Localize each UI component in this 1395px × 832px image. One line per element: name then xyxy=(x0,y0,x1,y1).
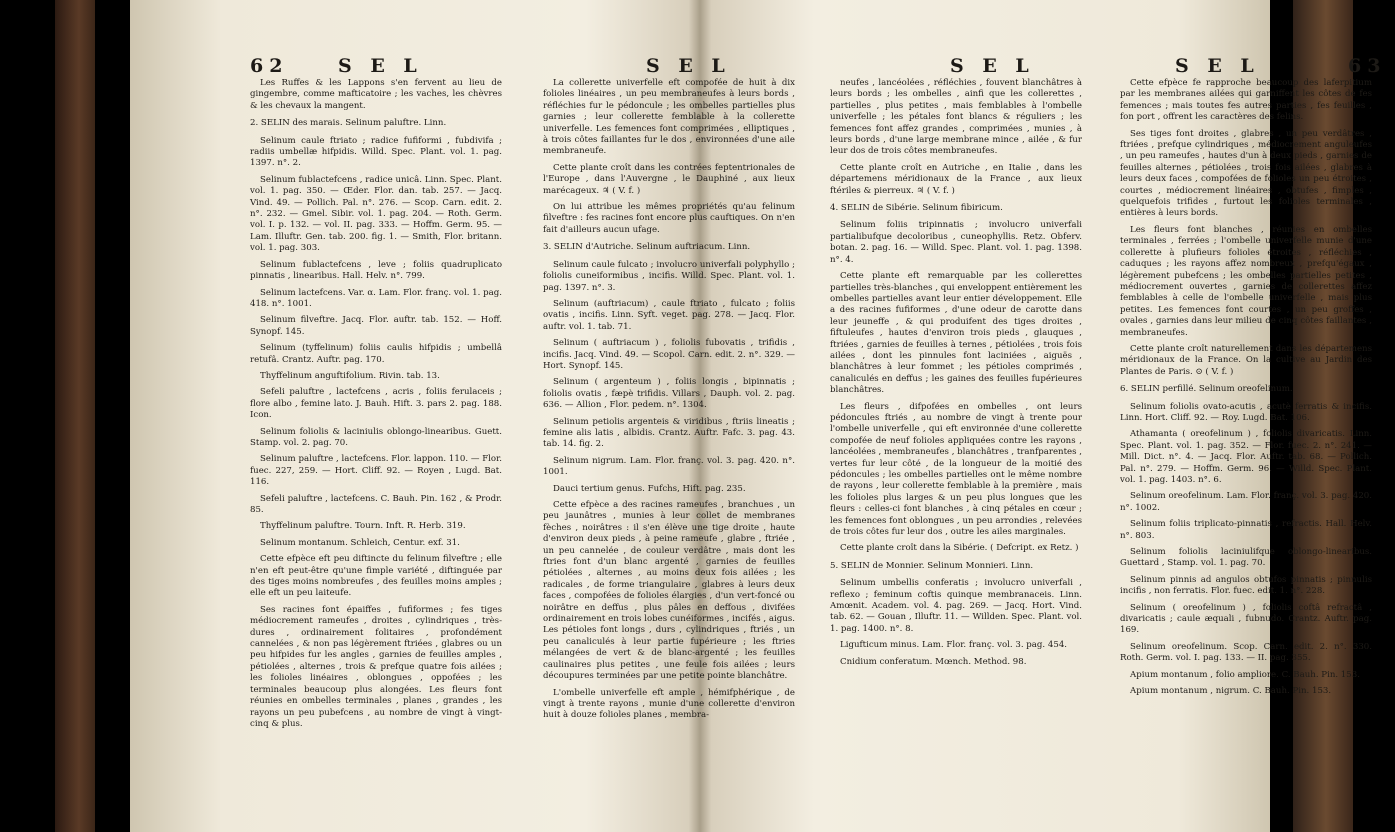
paragraph: Selinum (tyffelinum) foliis caulis hifpidis ; umbellâ retufâ. Crantz. Auftr. pag. 170. xyxy=(250,343,502,365)
paragraph: Les Ruffes & les Lappons s'en fervent au lieu de gingembre, comme mafticatoire ; les vaches, les chèvres & les chevaux la mangent. xyxy=(250,78,502,111)
paragraph: Selinum foliolis laciniulifque oblongo-linearibus. Guettard , Stamp. vol. 1. pag. 70. xyxy=(1120,547,1372,569)
paragraph: 2. SELIN des marais. Selinum paluftre. Linn. xyxy=(250,118,447,129)
paragraph: Cette plante croît en Autriche , en Italie , dans les départemens méridionaux de la France , aux lieux ftériles & pierreux. ♃ ( V. f. ) xyxy=(830,162,1082,196)
paragraph: Cette efpèce fe rapproche beaucoup des laferpitium par les membranes ailées qui garniffent les côtes de fes femences ; mais toutes fes autres parties , fes feuilles , fon port , offrent les caractères des felins. xyxy=(1120,78,1372,123)
paragraph: Selinum montanum. Schleich, Centur. exf. 31. xyxy=(260,537,460,548)
paragraph: Selinum ( oreofelinum ) , foliolis coftâ refractâ , divaricatis ; caule æquali , fubnudo. Crantz. Auftr. pag. 169. xyxy=(1120,602,1372,636)
paragraph: Selinum nigrum. Lam. Flor. franç. vol. 3. pag. 420. n°. 1001. xyxy=(543,455,795,478)
paragraph: Cette efpèce a des racines rameufes , branchues , un peu jaunâtres , munies à leur collet de membranes fèches , noirâtres : il s'en élève une tige droite , haute d'environ deux pieds , à peine rameufe , glabre , ftriée , un peu cannelée , de couleur verdâtre , mais dont les ftries font d'un blanc argenté , garnies de feuilles pétiolées , alternes , au moins deux fois ailées ; les radicales , de forme triangulaire , glabres à leurs deux faces , compofées de folioles élargies , d'un vert-foncé ou noirâtre en deffus , plus pâles en deffous , divifées ordinairement en trois lobes cunéiformes , incifés , aigus. Les pétioles font longs , durs , cylindriques , ftriés , un peu canaliculés à leur partie fupérieure ; les ftries mélangées de vert & de blanc-argenté ; les feuilles caulinaires plus petites , une feule fois ailées ; leurs découpures terminées par une petite pointe blanchâtre. xyxy=(543,500,795,682)
paragraph: Cnidium conferatum. Mœnch. Method. 98. xyxy=(840,656,1027,667)
paragraph: Selinum oreofelinum. Lam. Flor. franç. vol. 3. pag. 420. n°. 1002. xyxy=(1120,491,1372,513)
paragraph: Cette plante eft remarquable par les collerettes partielles très-blanches , qui enveloppent entièrement les ombelles partielles avant leur entier développement. Elle a des racines fufiformes , d'une odeur de carotte dans leur jeuneffe , & qui produifent des tiges droites , fiftuleufes , hautes d'environ trois pieds , glauques , ftriées , garnies de feuilles à ternes , pétiolées , trois fois ailées , dont les pinnules font laciniées , aiguës , blanchâtres à leur fommet ; les pétioles comprimés , canaliculés en deffus ; les gaines des feuilles fupérieures blanchâtres. xyxy=(830,271,1082,396)
paragraph: 6. SELIN perfillé. Selinum oreofelinum. xyxy=(1120,384,1293,395)
paragraph: 3. SELIN d'Autriche. Selinum auftriacum. Linn. xyxy=(543,242,751,253)
paragraph: Ligufticum minus. Lam. Flor. franç. vol. 3. pag. 454. xyxy=(840,640,1068,651)
paragraph: Thyffelinum anguftifolium. Rivin. tab. 13. xyxy=(260,370,440,381)
paragraph: Selinum paluftre , lactefcens. Flor. lappon. 110. — Flor. fuec. 227, 259. — Hort. Cliff. 92. — Royen , Lugd. Bat. 116. xyxy=(250,454,502,488)
paragraph: 4. SELIN de Sibérie. Selinum fibiricum. xyxy=(830,203,1003,214)
paragraph: Sefeli paluftre , lactefcens. C. Bauh. Pin. 162 , & Prodr. 85. xyxy=(250,493,502,515)
paragraph: Selinum umbellis conferatis ; involucro univerfali , reflexo ; feminum coftis quinque membranaceis. Linn. Amœnit. Academ. vol. 4. pag. 269. — Jacq. Hort. Vind. tab. 62. — Gouan , Illuftr. 11. — Willden. Spec. Plant. vol. 1. pag. 1400. n°. 8. xyxy=(830,578,1082,634)
paragraph: Selinum foliolis ovato-acutis , acutè ferratis & incifis. Linn. Hort. Cliff. 92. — Roy. Lugd. Bat. 106. xyxy=(1120,401,1372,423)
paragraph: neufes , lancéolées , réfléchies , fouvent blanchâtres à leurs bords ; les ombelles , ainfi que les collerettes , partielles , plus petites , mais femblables à l'ombelle univerfelle ; les pétales font blancs & réguliers ; les femences font affez grandes , comprimées , munies , à leurs bords , d'une large membrane mince , ailée , & fur leur dos de trois côtes membraneufes. xyxy=(830,78,1082,157)
paragraph: Selinum petiolis argenteis & viridibus , ftriis lineatis ; femine alis latis , albidis. Crantz. Auftr. Fafc. 3. pag. 43. tab. 14. fig. 2. xyxy=(543,416,795,450)
paragraph: Thyffelinum paluftre. Tourn. Inft. R. Herb. 319. xyxy=(260,521,466,532)
paragraph: La collerette univerfelle eft compofée de huit à dix folioles linéaires , un peu membraneufes à leurs bords , réfléchies fur le pédoncule ; les ombelles partielles plus garnies ; leur collerette femblable à la collerette univerfelle. Les femences font comprimées , elliptiques , à trois côtes faillantes fur le dos , environnées d'une aile membraneufe. xyxy=(543,78,795,157)
column-left xyxy=(830,78,1082,673)
paragraph: Selinum oreofelinum. Scop. Carn. edit. 2. n°. 330. Roth. Germ. vol. I. pag. 133. — II. pag. 355. xyxy=(1120,641,1372,664)
open-book xyxy=(130,0,1387,832)
paragraph: L'ombelle univerfelle eft ample , hémifphérique , de vingt à trente rayons , munie d'une collerette d'environ huit à douze folioles planes , membra- xyxy=(543,687,795,721)
right-page xyxy=(830,0,1395,832)
paragraph: Selinum caule ftriato ; radice fufiformi , fubdivifa ; radiis umbellæ hifpidis. Willd. Spec. Plant. vol. 1. pag. 1397. n°. 2. xyxy=(250,135,502,169)
paragraph: Cette plante croît dans la Sibérie. ( Defcript. ex Retz. ) xyxy=(840,543,1079,554)
paragraph: Selinum ( auftriacum ) , foliolis fubovatis , trifidis , incifis. Jacq. Vind. 49. — Scopol. Carn. edit. 2. n°. 329. — Hort. Synopf. 145. xyxy=(543,338,795,371)
paragraph: Selinum (auftriacum) , caule ftriato , fulcato ; foliis ovatis , incifis. Linn. Syft. veget. pag. 278. — Jacq. Flor. auftr. vol. 1. tab. 71. xyxy=(543,298,795,332)
paragraph: Selinum foliis triplicato-pinnatis , refractis. Hall. Helv. n°. 803. xyxy=(1120,519,1372,541)
paragraph: Les fleurs , difpofées en ombelles , ont leurs pédoncules ftriés , au nombre de vingt à trente pour l'ombelle univerfelle , qui eft environnée d'une collerette compofée de neuf folioles appliquées contre les rayons , lancéolées , membraneufes , blanchâtres , tranfparentes , vertes fur leur côté , de la longueur de la moitié des pédoncules ; les ombelles partielles ont le même nombre de rayons , leur collerette femblable à la première , mais les folioles plus larges & un peu plus longues que les fleurs : celles-ci font blanches , à cinq pétales en cœur ; les femences font oblongues , un peu arrondies , relevées de trois côtes fur leur dos , outre les ailes marginales. xyxy=(830,401,1082,538)
paragraph: Apium montanum , folio ampliore. C. Bauh. Pin. 153. xyxy=(1130,669,1360,680)
paragraph: Selinum foliis tripinnatis ; involucro univerfali partialibufque decoloribus , cuneophyllis. Retz. Obferv. botan. 2. pag. 16. — Willd. Spec. Plant. vol. 1. pag. 1398. n°. 4. xyxy=(830,220,1082,265)
paragraph: Cette plante croît naturellement dans les départemens méridionaux de la France. On la cultive au Jardin des Plantes de Paris. ⊙ ( V. f. ) xyxy=(1120,343,1372,377)
paragraph: Dauci tertium genus. Fufchs, Hift. pag. 235. xyxy=(553,483,746,494)
paragraph: Selinum caule fulcato ; involucro univerfali polyphyllo ; foliolis cuneiformibus , incifis. Willd. Spec. Plant. vol. 1. pag. 1397. n°. 3. xyxy=(543,259,795,293)
paragraph: Athamanta ( oreofelinum ) , foliolis divaricatis. Linn. Spec. Plant. vol. 1. pag. 352. — Flor. fuec. 2. n°. 241. — Mill. Dict. n°. 4. — Jacq. Flor. Auftr. tab. 68. — Pollich. Pal. n°. 279. — Hoffm. Germ. 96. — Willd. Spec. Plant. vol. 1. pag. 1403. n°. 6. xyxy=(1120,429,1372,485)
paragraph: Selinum lactefcens. Var. α. Lam. Flor. franç. vol. 1. pag. 418. n°. 1001. xyxy=(250,287,502,309)
paragraph: Sefeli paluftre , lactefcens , acris , foliis ferulaceis ; flore albo , femine lato. J. Bauh. Hift. 3. pars 2. pag. 188. Icon. xyxy=(250,387,502,421)
page-number: 63 xyxy=(1348,55,1387,77)
paragraph: Cette plante croît dans les contrées feptentrionales de l'Europe , dans l'Auvergne , le Dauphiné , aux lieux marécageux. ♃ ( V. f. ) xyxy=(543,162,795,196)
running-head: S E L xyxy=(338,55,423,77)
paragraph: Selinum fublactefcens , leve ; foliis quadruplicato pinnatis , linearibus. Hall. Helv. n°. 799. xyxy=(250,259,502,282)
paragraph: Les fleurs font blanches , réunies en ombelles terminales , ferrées ; l'ombelle univerfelle munie d'une collerette à plufieurs folioles étroites , réfléchies , caduques ; les rayons affez nombreux , prefqu'égaux , légèrement pubefcens ; les ombelles partielles petites , médiocrement ouvertes , garnies de collerettes affez femblables à celle de l'ombelle univerfelle , mais plus petites. Les femences font courtes , un peu groffes , ovales , garnies dans leur milieu de cinq côtes faillantes , membraneufes. xyxy=(1120,224,1372,338)
paragraph: On lui attribue les mêmes propriétés qu'au felinum filveftre : fes racines font encore plus cauftiques. On n'en fait d'ailleurs aucun ufage. xyxy=(543,202,795,235)
paragraph: Ses tiges font droites , glabres , un peu verdâtres , ftriées , prefque cylindriques , médiocrement anguleufes , un peu rameufes , hautes d'un à deux pieds , garnies de feuilles alternes , pétiolées , trois fois ailées , glabres à leurs deux faces , compofées de folioles un peu étroites , courtes , médiocrement linéaires , obtufes , fimples , quelquefois trifides , furtout les folioles terminales , entières à leurs bords. xyxy=(1120,128,1372,219)
running-head: S E L xyxy=(950,55,1035,77)
paragraph: 5. SELIN de Monnier. Selinum Monnieri. Linn. xyxy=(830,560,1034,571)
paragraph: Selinum ( argenteum ) , foliis longis , bipinnatis ; foliolis ovatis , fæpè trifidis. Villars , Dauph. vol. 2. pag. 636. — Allion , Flor. pedem. n°. 1304. xyxy=(543,377,795,411)
page-number: 62 xyxy=(250,55,289,77)
running-head-right-col: S E L xyxy=(646,55,731,77)
paragraph: Ses racines font épaiffes , fufiformes ; fes tiges médiocrement rameufes , droites , cylindriques , très-dures , ordinairement folitaires , profondément cannelées , & non pas légèrement ftriées , glabres ou un peu hifpides fur les angles , garnies de feuilles amples , pétiolées , alternes , trois & prefque quatre fois ailées ; les folioles linéaires , oblongues , oppofées ; les terminales beaucoup plus alongées. Les fleurs font réunies en ombelles terminales , planes , grandes , les rayons un peu pubefcens , au nombre de vingt à vingt-cinq & plus. xyxy=(250,604,502,729)
running-head-right-col: S E L xyxy=(1175,55,1260,77)
left-page xyxy=(248,0,824,832)
paragraph: Apium montanum , nigrum. C. Bauh. Pin. 153. xyxy=(1130,686,1332,697)
paragraph: Selinum pinnis ad angulos obtufos pinnatis ; pinnulis incifis , non ferratis. Flor. fuec. edit. 1. n°. 228. xyxy=(1120,574,1372,597)
column-left xyxy=(250,78,502,735)
paragraph: Selinum foliolis & laciniulis oblongo-linearibus. Guett. Stamp. vol. 2. pag. 70. xyxy=(250,426,502,448)
book-cover-left xyxy=(55,0,95,832)
column-right xyxy=(543,78,795,727)
paragraph: Selinum fublactefcens , radice unicâ. Linn. Spec. Plant. vol. 1. pag. 350. — Œder. Flor. dan. tab. 257. — Jacq. Vind. 49. — Pollich. Pal. n°. 276. — Scop. Carn. edit. 2. n°. 232. — Gmel. Sibir. vol. 1. pag. 204. — Roth. Germ. vol. I. p. 132. — vol. II. pag. 333. — Hoffm. Germ. 95. — Lam. Illuftr. Gen. tab. 200. fig. 1. — Smith, Flor. britann. vol. 1. pag. 303. xyxy=(250,174,502,254)
column-right xyxy=(1120,78,1372,703)
paragraph: Cette efpèce eft peu diftincte du felinum filveftre ; elle n'en eft peut-être qu'une fimple variété , diftinguée par des tiges moins nombreufes , des feuilles moins amples ; elle eft un peu laiteufe. xyxy=(250,554,502,599)
paragraph: Selinum filveftre. Jacq. Flor. auftr. tab. 152. — Hoff. Synopf. 145. xyxy=(250,315,502,337)
